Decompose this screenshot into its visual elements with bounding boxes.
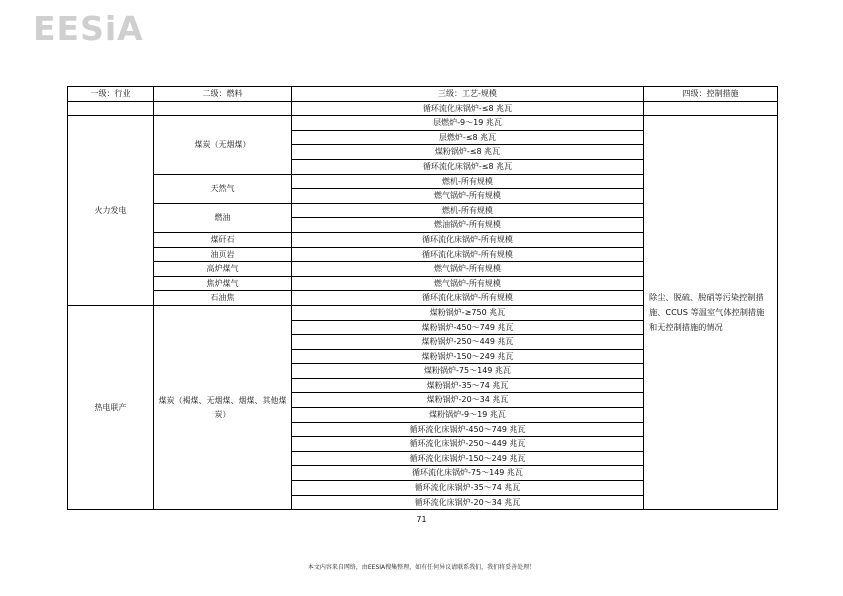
process-cell: 循环流化床锅炉-≤8 兆瓦	[292, 159, 644, 174]
process-cell: 煤粉锅炉-≥750 兆瓦	[292, 305, 644, 320]
process-cell: 层燃炉-≤8 兆瓦	[292, 130, 644, 145]
industry-cell	[68, 101, 154, 116]
fuel-cell: 煤炭（褐煤、无烟煤、烟煤、其他煤炭）	[154, 305, 292, 509]
process-cell: 燃机-所有规模	[292, 174, 644, 189]
fuel-cell: 天然气	[154, 174, 292, 203]
process-cell: 煤粉锅炉-250～449 兆瓦	[292, 335, 644, 350]
fuel-cell: 燃油	[154, 203, 292, 232]
process-cell: 燃油锅炉-所有规模	[292, 218, 644, 233]
footer-note: 本文内容来自网络，由EESIA搜集整理，如有任何异议请联系我们，我们将妥善处理！	[307, 564, 536, 571]
process-cell: 煤粉锅炉-20～34 兆瓦	[292, 393, 644, 408]
process-cell: 燃气锅炉-所有规模	[292, 276, 644, 291]
header-level1: 一级：行业	[68, 87, 154, 102]
process-cell: 循环流化床锅炉-35～74 兆瓦	[292, 481, 644, 496]
process-cell: 循环流化床锅炉-所有规模	[292, 232, 644, 247]
fuel-cell: 煤矸石	[154, 232, 292, 247]
process-cell: 燃机-所有规模	[292, 203, 644, 218]
process-cell: 燃气锅炉-所有规模	[292, 262, 644, 277]
process-cell: 煤粉锅炉-≤8 兆瓦	[292, 145, 644, 160]
fuel-cell	[154, 101, 292, 116]
process-cell: 循环流化床锅炉-150～249 兆瓦	[292, 451, 644, 466]
industry-cell: 火力发电	[68, 116, 154, 306]
process-cell: 煤粉锅炉-35～74 兆瓦	[292, 378, 644, 393]
measures-cell	[644, 101, 778, 116]
fuel-cell: 焦炉煤气	[154, 276, 292, 291]
process-cell: 煤粉锅炉-9～19 兆瓦	[292, 408, 644, 423]
process-cell: 循环流化床锅炉-≤8 兆瓦	[292, 101, 644, 116]
process-cell: 循环流化床锅炉-450～749 兆瓦	[292, 422, 644, 437]
industry-cell: 热电联产	[68, 305, 154, 509]
fuel-cell: 高炉煤气	[154, 262, 292, 277]
control-measures-cell: 除尘、脱硫、脱硝等污染控制措施、CCUS 等温室气体控制措施和无控制措施的情况	[644, 116, 778, 510]
table-row	[68, 116, 778, 131]
process-cell: 煤粉锅炉-150～249 兆瓦	[292, 349, 644, 364]
fuel-cell: 石油焦	[154, 291, 292, 306]
table-row	[68, 87, 778, 102]
eesia-logo: EESiA	[33, 9, 144, 48]
process-cell: 煤粉锅炉-450～749 兆瓦	[292, 320, 644, 335]
process-cell: 循环流化床锅炉-所有规模	[292, 291, 644, 306]
header-level3: 三级：工艺-规模	[292, 87, 644, 102]
process-cell: 层燃炉-9～19 兆瓦	[292, 116, 644, 131]
process-cell: 燃气锅炉-所有规模	[292, 189, 644, 204]
emission-classification-table	[67, 86, 778, 510]
header-level2: 二级：燃料	[154, 87, 292, 102]
process-cell: 煤粉锅炉-75～149 兆瓦	[292, 364, 644, 379]
fuel-cell: 煤炭（无烟煤）	[154, 116, 292, 174]
page-number: 71	[416, 515, 427, 524]
process-cell: 循环流化床锅炉-250～449 兆瓦	[292, 437, 644, 452]
process-cell: 循环流化床锅炉-所有规模	[292, 247, 644, 262]
process-cell: 循环流化床锅炉-75～149 兆瓦	[292, 466, 644, 481]
fuel-cell: 油页岩	[154, 247, 292, 262]
table-row	[68, 101, 778, 116]
process-cell: 循环流化床锅炉-20～34 兆瓦	[292, 495, 644, 510]
header-level4: 四级：控制措施	[644, 87, 778, 102]
